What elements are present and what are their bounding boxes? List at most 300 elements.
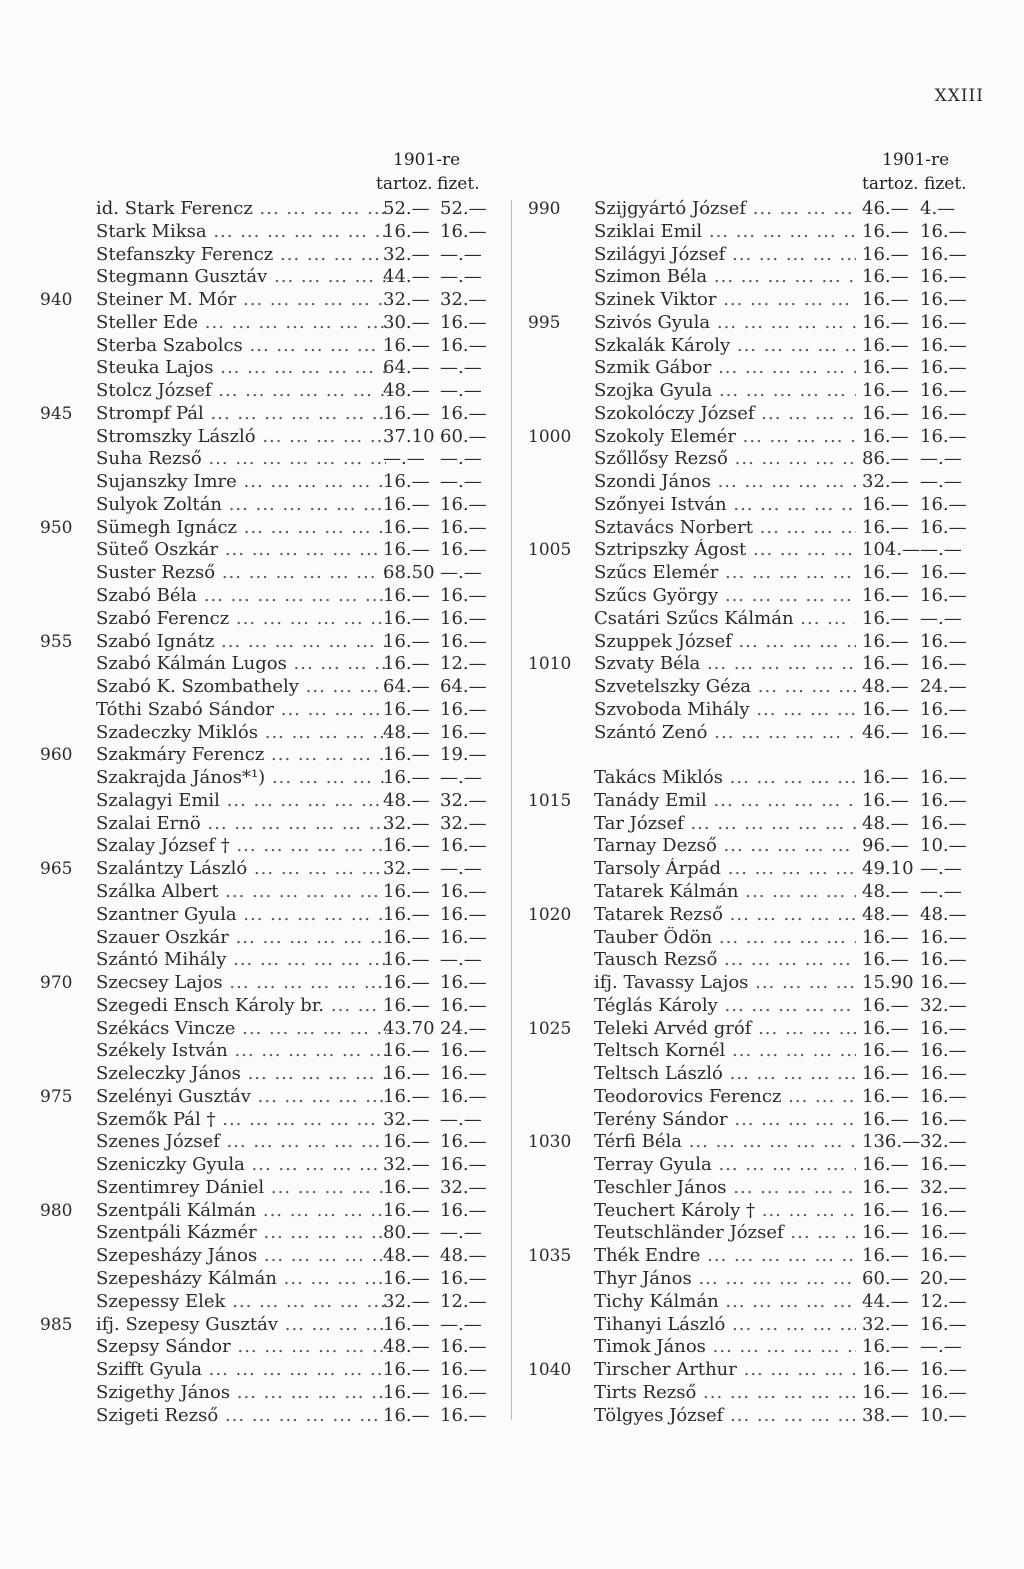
table-row (528, 1018, 998, 1041)
paid-value: 16.— (920, 972, 967, 994)
member-name: Szegedi Ensch Károly br. ... . (96, 995, 386, 1018)
paid-value: 20.— (920, 1267, 967, 1289)
paid-value: 16.— (440, 903, 487, 925)
row-number: 1040 (528, 1360, 572, 1381)
member-name: Sztavács Norbert ... . (594, 517, 856, 540)
owed-value: 16.— (383, 630, 430, 652)
paid-value: —.— (440, 357, 482, 379)
table-row (40, 1222, 510, 1245)
member-name: Szűcs György ... . (594, 585, 856, 608)
paid-value: 16.— (440, 994, 487, 1016)
table-row (40, 335, 510, 358)
paid-value: 16.— (440, 721, 487, 743)
member-name: Süteő Oszkár ... . (96, 539, 386, 562)
paid-value: 16.— (920, 289, 967, 311)
member-name: Tichy Kálmán ... . (594, 1291, 856, 1314)
owed-value: 32.— (383, 289, 430, 311)
owed-value: 16.— (862, 1085, 909, 1107)
table-row (528, 722, 998, 745)
owed-value: 104.— (862, 539, 921, 561)
owed-value: 32.— (383, 812, 430, 834)
paid-value: 16.— (440, 311, 487, 333)
owed-value: 16.— (862, 653, 909, 675)
paid-value: 12.— (440, 653, 487, 675)
row-number: 1000 (528, 426, 572, 447)
table-row (40, 357, 510, 380)
member-name: Szőnyei István ... . (594, 494, 856, 517)
owed-value: 16.— (383, 493, 430, 515)
paid-value: 16.— (920, 243, 967, 265)
table-row (528, 881, 998, 904)
left-column (40, 150, 510, 1426)
member-name: Szepsy Sándor ... . (96, 1336, 386, 1359)
row-number: 985 (40, 1314, 73, 1335)
owed-value: 16.— (383, 972, 430, 994)
table-row (528, 858, 998, 881)
paid-value: 16.— (440, 1381, 487, 1403)
owed-value: 43.70 (383, 1017, 435, 1039)
member-name: Szigeti Rezső ... . (96, 1405, 386, 1428)
row-number: 1025 (528, 1018, 572, 1039)
paid-value: 64.— (440, 676, 487, 698)
member-name: Tirts Rezső ... . (594, 1382, 856, 1405)
paid-value: 16.— (920, 311, 967, 333)
table-row (528, 904, 998, 927)
table-row (528, 813, 998, 836)
member-name: Szimon Béla ... . (594, 266, 856, 289)
member-name: Szivós Gyula ... . (594, 312, 856, 335)
table-row (40, 631, 510, 654)
paid-value: 16.— (920, 767, 967, 789)
owed-value: 16.— (383, 1404, 430, 1426)
table-row (528, 1131, 998, 1154)
table-row (40, 881, 510, 904)
paid-value: 16.— (440, 607, 487, 629)
paid-value: 16.— (920, 1359, 967, 1381)
table-row (528, 608, 998, 631)
owed-value: 44.— (862, 1290, 909, 1312)
table-row (40, 699, 510, 722)
member-name: Szvoboda Mihály ... . (594, 699, 856, 722)
member-name: Teutschländer József ... . (594, 1222, 856, 1245)
owed-value: 30.— (383, 311, 430, 333)
paid-value: 16.— (920, 1199, 967, 1221)
table-row (40, 312, 510, 335)
member-name: Tauber Ödön ... . (594, 927, 856, 950)
member-name: Téglás Károly ... . (594, 995, 856, 1018)
member-name: Szalai Ernö ... . (96, 813, 386, 836)
page-number: XXIII (934, 86, 984, 106)
header-year: 1901-re (882, 150, 950, 170)
table-row (528, 1336, 998, 1359)
paid-value: —.— (440, 380, 482, 402)
member-name: Szabó Béla ... . (96, 585, 386, 608)
owed-value: 16.— (862, 357, 909, 379)
table-row (528, 539, 998, 562)
paid-value: 16.— (440, 926, 487, 948)
owed-value: 16.— (383, 471, 430, 493)
table-row (528, 266, 998, 289)
table-row (528, 585, 998, 608)
paid-value: 16.— (440, 539, 487, 561)
member-name: Terray Gyula ... . (594, 1154, 856, 1177)
paid-value: 32.— (920, 1176, 967, 1198)
owed-value: 16.— (383, 835, 430, 857)
paid-value: 16.— (920, 926, 967, 948)
owed-value: 16.— (862, 767, 909, 789)
table-row (40, 1336, 510, 1359)
paid-value: 16.— (440, 220, 487, 242)
paid-value: —.— (920, 539, 962, 561)
right-column (528, 150, 998, 1426)
member-name: id. Stark Ferencz ... . (96, 198, 386, 221)
member-name: Szijgyártó József ... . (594, 198, 856, 221)
table-row (40, 1086, 510, 1109)
table-row (528, 403, 998, 426)
paid-value: 16.— (440, 1267, 487, 1289)
paid-value: 60.— (440, 425, 487, 447)
owed-value: 16.— (862, 1108, 909, 1130)
owed-value: 52.— (383, 198, 430, 219)
table-row (528, 1268, 998, 1291)
owed-value: 46.— (862, 721, 909, 743)
member-name: Steller Ede ... . (96, 312, 386, 335)
table-row (40, 1314, 510, 1337)
member-name: Tóthi Szabó Sándor ... . (96, 699, 386, 722)
owed-value: 32.— (383, 1154, 430, 1176)
owed-value: 64.— (383, 357, 430, 379)
table-row (40, 471, 510, 494)
member-name: Szauer Oszkár ... . (96, 927, 386, 950)
owed-value: 16.— (383, 1040, 430, 1062)
paid-value: 16.— (920, 721, 967, 743)
table-row (40, 426, 510, 449)
paid-value: —.— (440, 448, 482, 470)
member-name: Tirscher Arthur ... . (594, 1359, 856, 1382)
member-name: Suha Rezső ... . (96, 448, 386, 471)
owed-value: 16.— (862, 425, 909, 447)
table-row (40, 1405, 510, 1428)
owed-value: 16.— (383, 1063, 430, 1085)
owed-value: 16.— (383, 1267, 430, 1289)
owed-value: 16.— (383, 1085, 430, 1107)
owed-value: 32.— (383, 1108, 430, 1130)
member-name: Szabó K. Szombathely ... . (96, 676, 386, 699)
paid-value: 16.— (920, 1085, 967, 1107)
member-name: Szentimrey Dániel ... . (96, 1177, 386, 1200)
table-row (528, 221, 998, 244)
table-row (528, 494, 998, 517)
table-row (40, 1359, 510, 1382)
member-name: Szvetelszky Géza ... . (594, 676, 856, 699)
paid-value: 16.— (440, 1336, 487, 1358)
paid-value: 48.— (440, 1245, 487, 1267)
owed-value: 16.— (862, 289, 909, 311)
table-row (40, 494, 510, 517)
member-name: Tatarek Rezső ... . (594, 904, 856, 927)
table-row (40, 1200, 510, 1223)
member-name: Strompf Pál ... . (96, 403, 386, 426)
owed-value: 16.— (383, 539, 430, 561)
member-name: Székely István ... . (96, 1040, 386, 1063)
member-name: Suster Rezső ... . (96, 562, 386, 585)
member-name: Szokoly Elemér ... . (594, 426, 856, 449)
table-row (528, 790, 998, 813)
paid-value: 16.— (920, 1381, 967, 1403)
header-year: 1901-re (393, 150, 461, 170)
paid-value: 16.— (440, 630, 487, 652)
column-divider (511, 200, 512, 1420)
table-row (528, 1200, 998, 1223)
owed-value: 16.— (383, 926, 430, 948)
table-row (40, 1268, 510, 1291)
owed-value: 16.— (862, 1222, 909, 1244)
owed-value: 16.— (862, 1040, 909, 1062)
paid-value: 16.— (440, 880, 487, 902)
table-row (40, 380, 510, 403)
member-name: Szepesházy Kálmán ... . (96, 1268, 386, 1291)
row-number: 1020 (528, 904, 572, 925)
owed-value: 86.— (862, 448, 909, 470)
paid-value: —.— (920, 858, 962, 880)
member-name: Szántó Zenó ... . (594, 722, 856, 745)
table-row (40, 1154, 510, 1177)
row-number: 955 (40, 631, 73, 652)
paid-value: 16.— (920, 949, 967, 971)
owed-value: 16.— (862, 585, 909, 607)
table-row (40, 517, 510, 540)
member-name: Sümegh Ignácz ... . (96, 517, 386, 540)
paid-value: 52.— (440, 198, 487, 219)
member-name: Tausch Rezső ... . (594, 949, 856, 972)
table-row (528, 1154, 998, 1177)
owed-value: 16.— (862, 949, 909, 971)
table-row (40, 1177, 510, 1200)
table-row (40, 1109, 510, 1132)
table-row (40, 904, 510, 927)
paid-value: 24.— (920, 676, 967, 698)
member-name: Takács Miklós ... . (594, 767, 856, 790)
table-row (40, 562, 510, 585)
member-name: Szakrajda János*¹) ... . (96, 767, 386, 790)
member-name: Stromszky László ... . (96, 426, 386, 449)
table-row (528, 1086, 998, 1109)
member-name: Teleki Arvéd gróf ... . (594, 1018, 856, 1041)
paid-value: 10.— (920, 835, 967, 857)
paid-value: —.— (440, 858, 482, 880)
owed-value: 48.— (383, 1336, 430, 1358)
owed-value: 48.— (383, 721, 430, 743)
member-name: Stefanszky Ferencz ... . (96, 244, 386, 267)
member-name: Szantner Gyula ... . (96, 904, 386, 927)
header-owed: tartoz. (376, 174, 433, 194)
paid-value: 32.— (440, 812, 487, 834)
row-number: 1010 (528, 654, 572, 675)
right-rows (528, 198, 998, 1427)
paid-value: 16.— (920, 402, 967, 424)
paid-value: 32.— (920, 1131, 967, 1153)
owed-value: 16.— (383, 1199, 430, 1221)
owed-value: 16.— (862, 402, 909, 424)
member-name: Teschler János ... . (594, 1177, 856, 1200)
member-name: Szálka Albert ... . (96, 881, 386, 904)
member-name: Szalagyi Emil ... . (96, 790, 386, 813)
table-row (40, 676, 510, 699)
member-name: Szántó Mihály ... . (96, 949, 386, 972)
table-row (528, 699, 998, 722)
paid-value: 16.— (920, 1108, 967, 1130)
paid-value: —.— (440, 949, 482, 971)
member-name: Steiner M. Mór ... . (96, 289, 386, 312)
table-row (528, 995, 998, 1018)
paid-value: 16.— (920, 1245, 967, 1267)
paid-value: 16.— (440, 1404, 487, 1426)
member-name: Stegmann Gusztáv ... . (96, 266, 386, 289)
table-row (528, 1291, 998, 1314)
owed-value: 16.— (862, 1359, 909, 1381)
member-name: Szigethy János ... . (96, 1382, 386, 1405)
member-name: ifj. Szepesy Gusztáv ... . (96, 1314, 386, 1337)
owed-value: 16.— (862, 789, 909, 811)
owed-value: 16.— (383, 767, 430, 789)
member-name: Teltsch Kornél ... . (594, 1040, 856, 1063)
member-name: Szifft Gyula ... . (96, 1359, 386, 1382)
owed-value: 16.— (383, 880, 430, 902)
table-row (40, 244, 510, 267)
member-name: Sziklai Emil ... . (594, 221, 856, 244)
member-name: Stark Miksa ... . (96, 221, 386, 244)
paid-value: —.— (920, 471, 962, 493)
owed-value: 16.— (862, 493, 909, 515)
paid-value: 16.— (440, 334, 487, 356)
member-name: Tarnay Dezső ... . (594, 835, 856, 858)
table-row (528, 1063, 998, 1086)
paid-value: —.— (920, 607, 962, 629)
row-number: 980 (40, 1200, 73, 1221)
row-number: 940 (40, 290, 73, 311)
table-row (528, 1222, 998, 1245)
table-row (528, 927, 998, 950)
table-row (40, 722, 510, 745)
member-name: Szadeczky Miklós ... . (96, 722, 386, 745)
owed-value: 16.— (862, 266, 909, 288)
table-row (528, 448, 998, 471)
table-row (528, 562, 998, 585)
table-row (40, 221, 510, 244)
owed-value: 16.— (383, 607, 430, 629)
paid-value: 16.— (920, 789, 967, 811)
member-name: Szentpáli Kázmér ... . (96, 1222, 386, 1245)
paid-value: 16.— (440, 516, 487, 538)
paid-value: —.— (440, 1108, 482, 1130)
owed-value: 16.— (383, 994, 430, 1016)
table-row (40, 653, 510, 676)
owed-value: 16.— (862, 1063, 909, 1085)
table-row (40, 1131, 510, 1154)
table-row (528, 972, 998, 995)
owed-value: 16.— (862, 1176, 909, 1198)
left-rows (40, 198, 510, 1427)
paid-value: 16.— (920, 220, 967, 242)
owed-value: 16.— (383, 1176, 430, 1198)
paid-value: —.— (920, 1336, 962, 1358)
owed-value: 48.— (862, 812, 909, 834)
row-number: 975 (40, 1086, 73, 1107)
table-row (40, 403, 510, 426)
member-name: Szűcs Elemér ... . (594, 562, 856, 585)
member-name: Szepessy Elek ... . (96, 1291, 386, 1314)
paid-value: 10.— (920, 1404, 967, 1426)
paid-value: —.— (920, 880, 962, 902)
table-row (528, 1405, 998, 1428)
owed-value: 16.— (862, 1381, 909, 1403)
paid-value: 16.— (920, 1154, 967, 1176)
paid-value: 12.— (440, 1290, 487, 1312)
member-name: Szkalák Károly ... . (594, 335, 856, 358)
paid-value: 16.— (920, 585, 967, 607)
table-row (40, 266, 510, 289)
owed-value: 32.— (383, 243, 430, 265)
owed-value: 16.— (383, 1381, 430, 1403)
member-name: Szabó Ignátz ... . (96, 631, 386, 654)
table-row (40, 585, 510, 608)
owed-value: 16.— (862, 516, 909, 538)
member-name: Szokolóczy József ... . (594, 403, 856, 426)
owed-value: 16.— (862, 334, 909, 356)
table-row (528, 1245, 998, 1268)
owed-value: 16.— (862, 1336, 909, 1358)
owed-value: 16.— (862, 1199, 909, 1221)
owed-value: 16.— (383, 1313, 430, 1335)
paid-value: 16.— (440, 585, 487, 607)
member-name: Szakmáry Ferencz ... . (96, 744, 386, 767)
owed-value: 48.— (862, 903, 909, 925)
table-row (528, 1040, 998, 1063)
owed-value: 16.— (383, 585, 430, 607)
paid-value: —.— (440, 243, 482, 265)
paid-value: —.— (440, 266, 482, 288)
owed-value: 16.— (862, 630, 909, 652)
table-row (528, 312, 998, 335)
owed-value: 16.— (862, 380, 909, 402)
owed-value: 32.— (862, 471, 909, 493)
owed-value: 16.— (383, 949, 430, 971)
owed-value: 16.— (862, 562, 909, 584)
table-row (528, 426, 998, 449)
paid-value: 16.— (440, 1063, 487, 1085)
table-row (528, 835, 998, 858)
member-name: Szentpáli Kálmán ... . (96, 1200, 386, 1223)
paid-value: 16.— (440, 1085, 487, 1107)
paid-value: 16.— (920, 516, 967, 538)
paid-value: 12.— (920, 1290, 967, 1312)
owed-value: 48.— (383, 789, 430, 811)
member-name: Sulyok Zoltán ... . (96, 494, 386, 517)
member-name: Steuka Lajos ... . (96, 357, 386, 380)
table-row (40, 767, 510, 790)
table-row (40, 790, 510, 813)
member-name: Szabó Kálmán Lugos ... . (96, 653, 386, 676)
paid-value: 16.— (920, 1040, 967, 1062)
right-column-header (528, 150, 998, 198)
member-name: Sztripszky Ágost ... . (594, 539, 856, 562)
paid-value: 16.— (920, 266, 967, 288)
owed-value: 80.— (383, 1222, 430, 1244)
member-name: Sterba Szabolcs ... . (96, 335, 386, 358)
member-name: Székács Vincze ... . (96, 1018, 386, 1041)
member-name: Tarsoly Árpád ... . (594, 858, 856, 881)
table-row (40, 608, 510, 631)
